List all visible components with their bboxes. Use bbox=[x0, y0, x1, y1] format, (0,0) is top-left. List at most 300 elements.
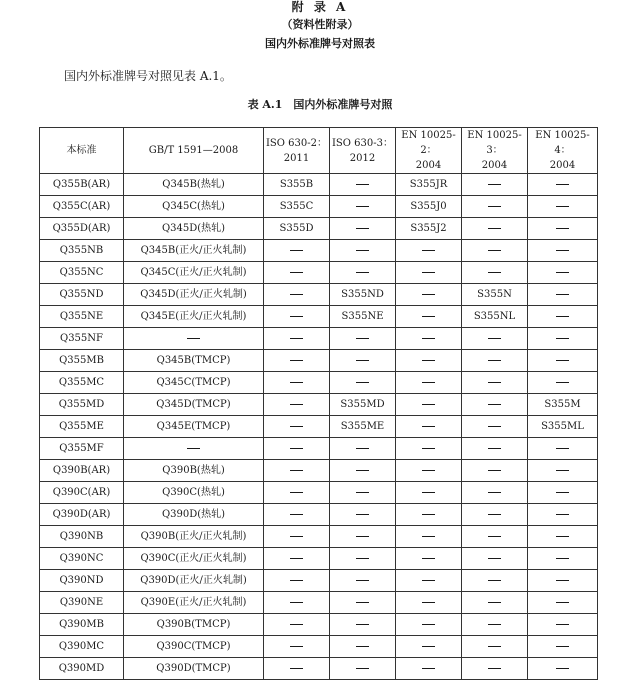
table-cell bbox=[124, 262, 264, 284]
dash-mark bbox=[422, 426, 435, 427]
cell-text: Q355ME bbox=[59, 420, 104, 432]
dash-mark bbox=[356, 338, 369, 339]
dash-mark bbox=[422, 404, 435, 405]
table-cell bbox=[528, 460, 598, 482]
table-cell bbox=[528, 636, 598, 658]
header-text: ISO 630-3： bbox=[331, 137, 393, 149]
cell-text: Q345B(TMCP) bbox=[156, 354, 231, 366]
table-cell bbox=[124, 372, 264, 394]
table-cell bbox=[264, 394, 330, 416]
table-cell bbox=[462, 372, 528, 394]
dash-mark bbox=[290, 624, 303, 625]
dash-mark bbox=[290, 360, 303, 361]
table-cell bbox=[40, 196, 124, 218]
cell-text: Q345C(正火/正火轧制) bbox=[140, 266, 247, 278]
table-cell bbox=[528, 416, 598, 438]
dash-mark bbox=[422, 580, 435, 581]
dash-mark bbox=[356, 272, 369, 273]
dash-mark bbox=[488, 492, 501, 493]
table-cell bbox=[330, 174, 396, 196]
table-cell bbox=[40, 658, 124, 680]
dash-mark bbox=[356, 602, 369, 603]
table-cell bbox=[528, 240, 598, 262]
dash-mark bbox=[556, 492, 569, 493]
dash-mark bbox=[290, 294, 303, 295]
table-cell bbox=[124, 240, 264, 262]
dash-mark bbox=[356, 580, 369, 581]
table-cell bbox=[40, 372, 124, 394]
header-text: EN 10025-3： bbox=[467, 130, 522, 156]
table-row bbox=[40, 196, 598, 218]
table-cell bbox=[528, 438, 598, 460]
cell-text: Q390NB bbox=[59, 530, 104, 542]
cell-text: Q355MD bbox=[58, 398, 105, 410]
table-row bbox=[40, 306, 598, 328]
dash-mark bbox=[290, 426, 303, 427]
dash-mark bbox=[556, 360, 569, 361]
table-cell bbox=[124, 592, 264, 614]
table-cell bbox=[330, 262, 396, 284]
table-cell bbox=[462, 328, 528, 350]
cell-text: Q390D(AR) bbox=[52, 508, 111, 520]
cell-text: Q355B(AR) bbox=[52, 178, 111, 190]
table-cell bbox=[396, 636, 462, 658]
table-cell bbox=[396, 350, 462, 372]
table-cell bbox=[330, 504, 396, 526]
dash-mark bbox=[356, 382, 369, 383]
table-cell bbox=[528, 262, 598, 284]
table-cell bbox=[528, 658, 598, 680]
table-cell bbox=[330, 328, 396, 350]
table-row bbox=[40, 592, 598, 614]
table-cell bbox=[330, 658, 396, 680]
cell-text: Q345C(热轧) bbox=[162, 200, 225, 212]
table-cell bbox=[330, 548, 396, 570]
dash-mark bbox=[290, 668, 303, 669]
cell-text: Q355NE bbox=[59, 310, 104, 322]
cell-text: S355B bbox=[279, 178, 314, 190]
header-text: EN 10025-2： bbox=[401, 130, 456, 156]
cell-text: Q390D(TMCP) bbox=[156, 662, 231, 674]
table-cell bbox=[264, 306, 330, 328]
table-cell bbox=[40, 328, 124, 350]
table-cell bbox=[396, 394, 462, 416]
table-cell bbox=[264, 174, 330, 196]
dash-mark bbox=[488, 514, 501, 515]
cell-text: Q390MB bbox=[59, 618, 104, 630]
table-cell bbox=[330, 350, 396, 372]
table-cell bbox=[528, 394, 598, 416]
table-cell bbox=[40, 416, 124, 438]
table-row bbox=[40, 438, 598, 460]
table-cell bbox=[40, 592, 124, 614]
cell-text: Q390MC bbox=[58, 640, 105, 652]
table-header-cell bbox=[40, 128, 124, 174]
appendix-heading: 附 录 A bbox=[291, 0, 349, 14]
cell-text: Q390E(正火/正火轧制) bbox=[140, 596, 247, 608]
cell-text: Q390B(TMCP) bbox=[156, 618, 231, 630]
table-cell bbox=[264, 526, 330, 548]
cell-text: Q355NC bbox=[59, 266, 104, 278]
dash-mark bbox=[422, 558, 435, 559]
table-cell bbox=[330, 592, 396, 614]
table-cell bbox=[264, 592, 330, 614]
table-cell bbox=[528, 504, 598, 526]
dash-mark bbox=[422, 382, 435, 383]
dash-mark bbox=[488, 382, 501, 383]
table-row bbox=[40, 240, 598, 262]
dash-mark bbox=[488, 624, 501, 625]
table-header-cell bbox=[528, 128, 598, 174]
header-text: 本标准 bbox=[66, 145, 97, 156]
table-row bbox=[40, 372, 598, 394]
dash-mark bbox=[290, 558, 303, 559]
dash-mark bbox=[556, 382, 569, 383]
table-cell bbox=[40, 284, 124, 306]
table-row bbox=[40, 350, 598, 372]
table-header-cell bbox=[124, 128, 264, 174]
table-row bbox=[40, 328, 598, 350]
table-cell bbox=[396, 614, 462, 636]
table-cell bbox=[396, 504, 462, 526]
dash-mark bbox=[556, 338, 569, 339]
table-cell bbox=[40, 614, 124, 636]
header-text: ISO 630-2： bbox=[265, 137, 327, 149]
dash-mark bbox=[356, 250, 369, 251]
table-cell bbox=[396, 328, 462, 350]
table-cell bbox=[528, 372, 598, 394]
table-cell bbox=[462, 658, 528, 680]
table-row bbox=[40, 658, 598, 680]
dash-mark bbox=[422, 602, 435, 603]
cell-text: S355J0 bbox=[410, 200, 447, 212]
dash-mark bbox=[422, 514, 435, 515]
table-cell bbox=[330, 438, 396, 460]
table-cell bbox=[396, 570, 462, 592]
dash-mark bbox=[356, 206, 369, 207]
cell-text: Q390ND bbox=[59, 574, 104, 586]
dash-mark bbox=[556, 558, 569, 559]
table-cell bbox=[330, 284, 396, 306]
dash-mark bbox=[290, 492, 303, 493]
header-text: 2012 bbox=[349, 152, 376, 164]
table-cell bbox=[396, 174, 462, 196]
table-body bbox=[40, 128, 598, 680]
table-cell bbox=[264, 262, 330, 284]
dash-mark bbox=[187, 338, 200, 339]
table-cell bbox=[462, 262, 528, 284]
dash-mark bbox=[556, 316, 569, 317]
table-cell bbox=[528, 592, 598, 614]
cell-text: Q390C(AR) bbox=[52, 486, 111, 498]
table-row bbox=[40, 218, 598, 240]
dash-mark bbox=[422, 360, 435, 361]
dash-mark bbox=[290, 250, 303, 251]
dash-mark bbox=[422, 492, 435, 493]
cell-text: Q345D(正火/正火轧制) bbox=[140, 288, 247, 300]
cell-text: Q355MF bbox=[59, 442, 104, 454]
table-row bbox=[40, 614, 598, 636]
cell-text: Q390B(正火/正火轧制) bbox=[140, 530, 247, 542]
table-cell bbox=[528, 548, 598, 570]
table-cell bbox=[124, 328, 264, 350]
table-cell bbox=[124, 284, 264, 306]
table-row bbox=[40, 504, 598, 526]
dash-mark bbox=[556, 206, 569, 207]
dash-mark bbox=[356, 624, 369, 625]
table-cell bbox=[462, 394, 528, 416]
cell-text: Q390C(TMCP) bbox=[156, 640, 231, 652]
table-cell bbox=[462, 284, 528, 306]
grade-comparison-table bbox=[39, 127, 598, 680]
dash-mark bbox=[422, 316, 435, 317]
table-cell bbox=[396, 218, 462, 240]
table-cell bbox=[462, 218, 528, 240]
table-cell bbox=[40, 438, 124, 460]
dash-mark bbox=[488, 272, 501, 273]
dash-mark bbox=[488, 580, 501, 581]
table-cell bbox=[528, 306, 598, 328]
table-cell bbox=[40, 350, 124, 372]
table-cell bbox=[462, 636, 528, 658]
table-cell bbox=[462, 548, 528, 570]
table-cell bbox=[330, 240, 396, 262]
dash-mark bbox=[290, 272, 303, 273]
cell-text: Q390C(热轧) bbox=[162, 486, 225, 498]
table-cell bbox=[528, 196, 598, 218]
table-cell bbox=[330, 218, 396, 240]
cell-text: S355NE bbox=[341, 310, 384, 322]
dash-mark bbox=[556, 668, 569, 669]
table-cell bbox=[264, 460, 330, 482]
table-cell bbox=[264, 416, 330, 438]
dash-mark bbox=[290, 514, 303, 515]
cell-text: Q355ND bbox=[59, 288, 104, 300]
table-cell bbox=[40, 526, 124, 548]
cell-text: S355M bbox=[544, 398, 581, 410]
dash-mark bbox=[290, 470, 303, 471]
table-cell bbox=[396, 196, 462, 218]
dash-mark bbox=[556, 646, 569, 647]
table-cell bbox=[40, 570, 124, 592]
table-cell bbox=[40, 262, 124, 284]
table-cell bbox=[528, 482, 598, 504]
table-cell bbox=[462, 504, 528, 526]
dash-mark bbox=[556, 250, 569, 251]
dash-mark bbox=[290, 536, 303, 537]
table-cell bbox=[396, 548, 462, 570]
table-cell bbox=[396, 482, 462, 504]
dash-mark bbox=[356, 228, 369, 229]
table-cell bbox=[40, 636, 124, 658]
table-header-cell bbox=[330, 128, 396, 174]
dash-mark bbox=[488, 360, 501, 361]
table-cell bbox=[124, 174, 264, 196]
header-text: 2004 bbox=[549, 160, 576, 171]
table-cell bbox=[264, 196, 330, 218]
dash-mark bbox=[356, 558, 369, 559]
table-cell bbox=[462, 196, 528, 218]
table-cell bbox=[264, 240, 330, 262]
dash-mark bbox=[356, 360, 369, 361]
dash-mark bbox=[556, 184, 569, 185]
table-cell bbox=[264, 548, 330, 570]
table-header-row bbox=[40, 128, 598, 174]
dash-mark bbox=[488, 536, 501, 537]
table-row bbox=[40, 526, 598, 548]
table-row bbox=[40, 570, 598, 592]
table-cell bbox=[330, 416, 396, 438]
cell-text: S355MD bbox=[340, 398, 385, 410]
dash-mark bbox=[556, 602, 569, 603]
cell-text: S355ME bbox=[340, 420, 385, 432]
table-cell bbox=[264, 570, 330, 592]
table-cell bbox=[124, 350, 264, 372]
table-cell bbox=[264, 372, 330, 394]
dash-mark bbox=[290, 448, 303, 449]
dash-mark bbox=[488, 250, 501, 251]
cell-text: S355N bbox=[477, 288, 512, 300]
table-cell bbox=[396, 284, 462, 306]
table-header-cell bbox=[264, 128, 330, 174]
dash-mark bbox=[356, 536, 369, 537]
cell-text: Q390NC bbox=[59, 552, 104, 564]
table-cell bbox=[264, 438, 330, 460]
table-cell bbox=[264, 614, 330, 636]
table-cell bbox=[462, 350, 528, 372]
table-cell bbox=[264, 504, 330, 526]
table-cell bbox=[124, 218, 264, 240]
table-cell bbox=[330, 482, 396, 504]
table-cell bbox=[124, 636, 264, 658]
cell-text: Q345B(正火/正火轧制) bbox=[140, 244, 247, 256]
cell-text: Q390B(AR) bbox=[52, 464, 111, 476]
table-cell bbox=[396, 262, 462, 284]
cell-text: Q345E(正火/正火轧制) bbox=[140, 310, 247, 322]
table-cell bbox=[40, 548, 124, 570]
cell-text: Q355MB bbox=[59, 354, 104, 366]
dash-mark bbox=[356, 646, 369, 647]
cell-text: Q390D(热轧) bbox=[161, 508, 226, 520]
dash-mark bbox=[556, 448, 569, 449]
table-cell bbox=[124, 196, 264, 218]
table-cell bbox=[462, 460, 528, 482]
dash-mark bbox=[290, 580, 303, 581]
dash-mark bbox=[556, 624, 569, 625]
table-cell bbox=[462, 482, 528, 504]
table-header-cell bbox=[396, 128, 462, 174]
dash-mark bbox=[556, 514, 569, 515]
table-cell bbox=[462, 570, 528, 592]
dash-mark bbox=[356, 668, 369, 669]
dash-mark bbox=[290, 404, 303, 405]
table-cell bbox=[40, 218, 124, 240]
cell-text: Q355MC bbox=[58, 376, 105, 388]
table-cell bbox=[264, 218, 330, 240]
table-cell bbox=[40, 460, 124, 482]
table-cell bbox=[528, 526, 598, 548]
table-cell bbox=[124, 438, 264, 460]
table-cell bbox=[528, 570, 598, 592]
table-cell bbox=[40, 306, 124, 328]
cell-text: Q345C(TMCP) bbox=[156, 376, 231, 388]
dash-mark bbox=[422, 448, 435, 449]
dash-mark bbox=[488, 602, 501, 603]
dash-mark bbox=[290, 602, 303, 603]
dash-mark bbox=[422, 470, 435, 471]
dash-mark bbox=[356, 492, 369, 493]
table-cell bbox=[40, 394, 124, 416]
table-cell bbox=[396, 306, 462, 328]
table-cell bbox=[330, 636, 396, 658]
table-header-cell bbox=[462, 128, 528, 174]
table-cell bbox=[396, 416, 462, 438]
header-text: EN 10025-4： bbox=[535, 130, 590, 156]
cell-text: S355NL bbox=[473, 310, 516, 322]
table-cell bbox=[124, 416, 264, 438]
dash-mark bbox=[422, 668, 435, 669]
table-cell bbox=[462, 438, 528, 460]
dash-mark bbox=[488, 184, 501, 185]
header-text: 2004 bbox=[481, 160, 508, 171]
cell-text: Q355NB bbox=[59, 244, 104, 256]
header-text: 2004 bbox=[415, 160, 442, 171]
cell-text: Q345D(热轧) bbox=[161, 222, 226, 234]
dash-mark bbox=[290, 382, 303, 383]
table-caption: 表 A.1 国内外标准牌号对照 bbox=[247, 98, 393, 111]
dash-mark bbox=[488, 338, 501, 339]
table-cell bbox=[528, 218, 598, 240]
table-cell bbox=[40, 240, 124, 262]
table-row bbox=[40, 548, 598, 570]
dash-mark bbox=[422, 250, 435, 251]
table-row bbox=[40, 284, 598, 306]
table-cell bbox=[40, 504, 124, 526]
table-cell bbox=[124, 526, 264, 548]
table-cell bbox=[124, 614, 264, 636]
table-cell bbox=[528, 174, 598, 196]
table-cell bbox=[330, 614, 396, 636]
table-row bbox=[40, 460, 598, 482]
dash-mark bbox=[556, 294, 569, 295]
dash-mark bbox=[422, 646, 435, 647]
table-cell bbox=[124, 394, 264, 416]
table-cell bbox=[124, 482, 264, 504]
dash-mark bbox=[488, 206, 501, 207]
cell-text: Q345E(TMCP) bbox=[156, 420, 231, 432]
cell-text: Q390D(正火/正火轧制) bbox=[140, 574, 247, 586]
cell-text: Q345D(TMCP) bbox=[156, 398, 231, 410]
dash-mark bbox=[556, 470, 569, 471]
table-cell bbox=[396, 526, 462, 548]
cell-text: S355ND bbox=[341, 288, 384, 300]
dash-mark bbox=[422, 536, 435, 537]
table-cell bbox=[396, 372, 462, 394]
table-cell bbox=[462, 416, 528, 438]
dash-mark bbox=[488, 558, 501, 559]
table-cell bbox=[264, 636, 330, 658]
table-cell bbox=[330, 394, 396, 416]
dash-mark bbox=[422, 338, 435, 339]
table-cell bbox=[462, 526, 528, 548]
table-cell bbox=[40, 174, 124, 196]
cell-text: Q355D(AR) bbox=[52, 222, 111, 234]
dash-mark bbox=[556, 536, 569, 537]
table-row bbox=[40, 482, 598, 504]
dash-mark bbox=[556, 580, 569, 581]
table-cell bbox=[330, 460, 396, 482]
dash-mark bbox=[488, 228, 501, 229]
